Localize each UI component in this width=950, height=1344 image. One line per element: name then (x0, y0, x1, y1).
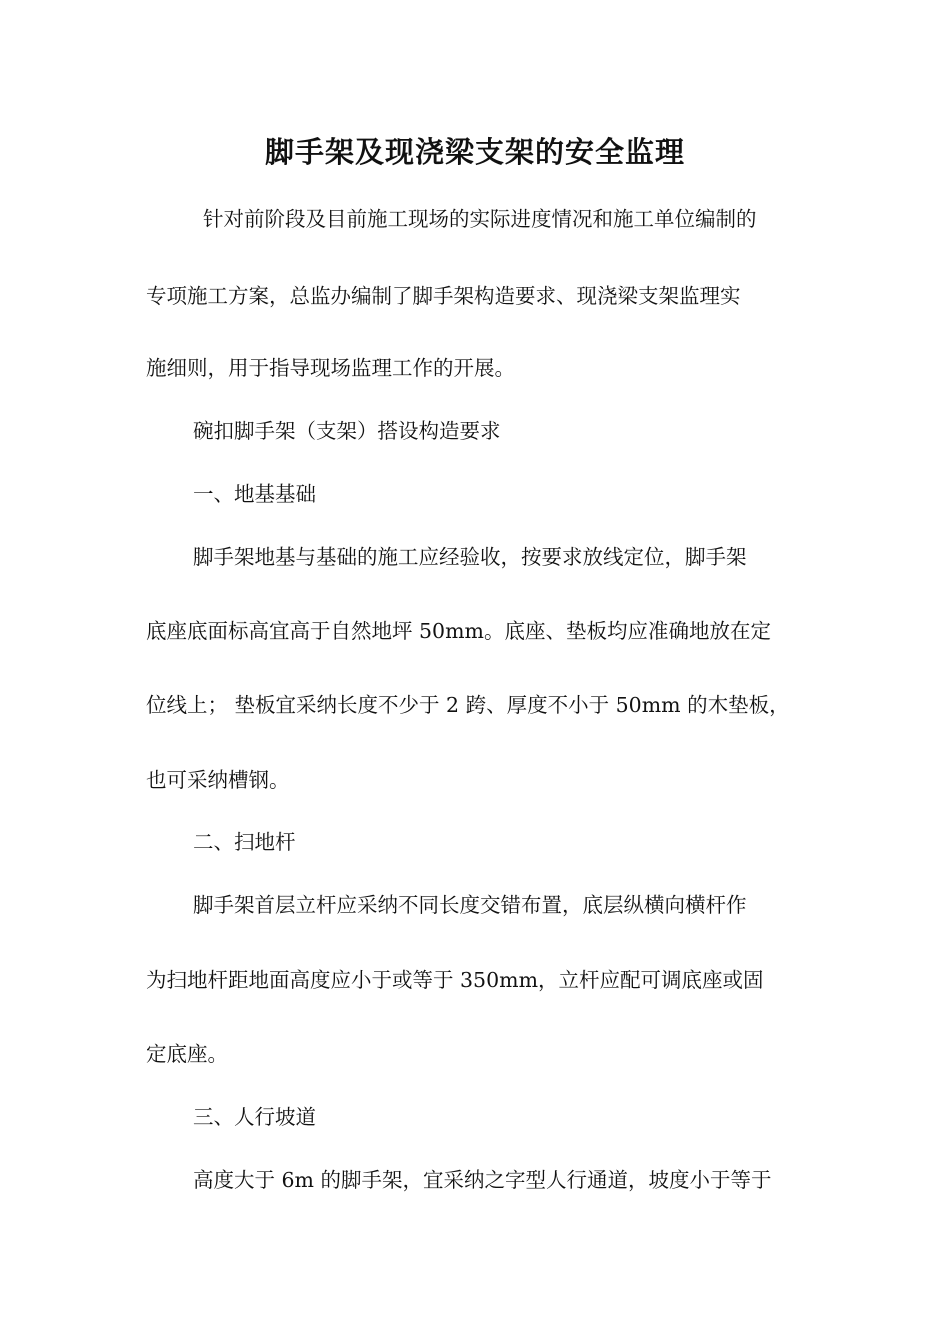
paragraph-line: 为扫地杆距地面高度应小于或等于 350mm，立杆应配可调底座或固 (146, 968, 764, 992)
paragraph-line: 底座底面标高宜高于自然地坪 50mm。底座、垫板均应准确地放在定 (146, 619, 771, 643)
document-title: 脚手架及现浇梁支架的安全监理 (264, 135, 685, 169)
paragraph-line: 定底座。 (146, 1042, 228, 1066)
section-heading: 二、扫地杆 (193, 830, 296, 854)
paragraph-line: 脚手架首层立杆应采纳不同长度交错布置，底层纵横向横杆作 (193, 893, 747, 917)
section-heading: 三、人行坡道 (193, 1105, 316, 1129)
paragraph-line: 专项施工方案，总监办编制了脚手架构造要求、现浇梁支架监理实 (146, 284, 741, 308)
section-heading: 碗扣脚手架（支架）搭设构造要求 (193, 419, 501, 443)
paragraph-line: 针对前阶段及目前施工现场的实际进度情况和施工单位编制的 (203, 207, 757, 231)
paragraph-line: 施细则，用于指导现场监理工作的开展。 (146, 356, 515, 380)
paragraph-line: 高度大于 6m 的脚手架，宜采纳之字型人行通道，坡度小于等于 (193, 1168, 772, 1192)
paragraph-line: 位线上； 垫板宜采纳长度不少于 2 跨、厚度不小于 50mm 的木垫板， (146, 693, 790, 717)
paragraph-line: 也可采纳槽钢。 (146, 768, 290, 792)
section-heading: 一、地基基础 (193, 482, 316, 506)
paragraph-line: 脚手架地基与基础的施工应经验收，按要求放线定位，脚手架 (193, 545, 747, 569)
